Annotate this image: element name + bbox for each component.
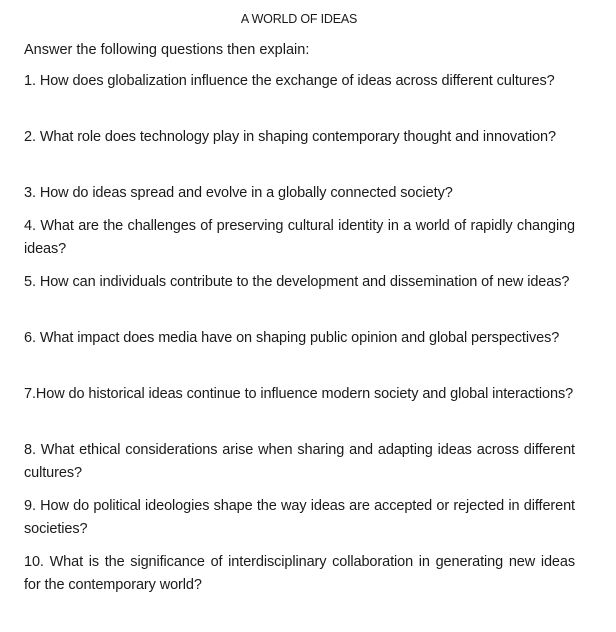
- question-4: 4. What are the challenges of preserving cultural identity in a world of rapidly changing ideas?: [24, 218, 575, 257]
- question-2: 2. What role does technology play in shaping contemporary thought and innovation?: [24, 129, 556, 145]
- question-3: 3. How do ideas spread and evolve in a globally connected society?: [24, 185, 453, 201]
- question-5: 5. How can individuals contribute to the development and dissemination of new ideas?: [24, 274, 570, 290]
- question-6: 6. What impact does media have on shaping public opinion and global perspectives?: [24, 330, 560, 346]
- instruction-text: Answer the following questions then explain:: [24, 42, 310, 58]
- question-10: 10. What is the significance of interdisciplinary collaboration in generating new ideas for the contemporary world?: [24, 554, 575, 593]
- question-7: 7.How do historical ideas continue to influence modern society and global interactions?: [24, 386, 574, 402]
- question-9: 9. How do political ideologies shape the way ideas are accepted or rejected in different societies?: [24, 498, 575, 537]
- document-title: A WORLD OF IDEAS: [240, 12, 358, 26]
- question-8: 8. What ethical considerations arise when sharing and adapting ideas across different cultures?: [24, 442, 575, 481]
- question-1: 1. How does globalization influence the exchange of ideas across different cultures?: [24, 73, 555, 89]
